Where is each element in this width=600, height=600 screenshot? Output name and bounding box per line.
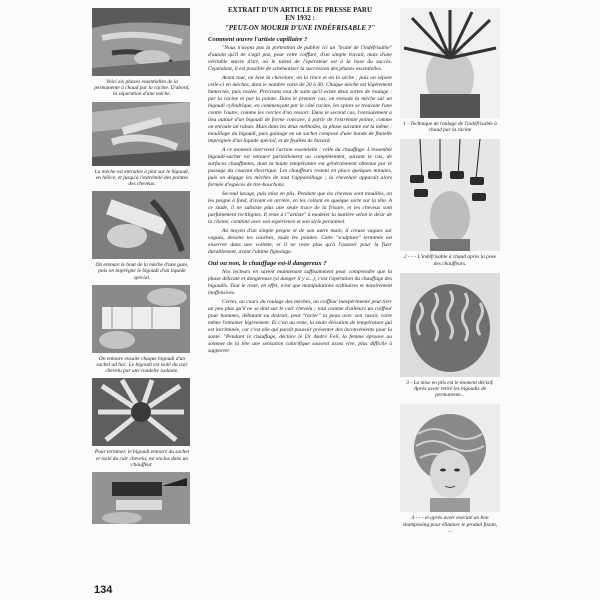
paragraph: A ce moment intervient l'action essentielle : celle du chauffage. L'ensemble bigoudi-sachet est entouré partiellement ou complètement, suivant le cas, de surfaces chauffantes, dont la haute température est généralement obtenue par le passage du courant électrique. Les chauffeurs restent en place quelques minutes, puis on dégage les mèches de tout l'appareillage ; la chevelure apparaît alors formée d'espèces de tire-bouchons.: [208, 146, 392, 188]
right-caption-2: 2 - - - L'indéfrisable à chaud après la pose des chauffeurs.: [403, 254, 497, 267]
left-caption-5: Pour terminer, le bigoudi entouré du sachet et isolé du cuir chevelu, est enclos dans un chauffeur.: [94, 449, 190, 468]
paragraph: Au moyen d'un simple peigne et de son autre main, il creuse vagues sur vagues, dessine les courbes, roule les pointes. Cette "sculpture" terminée est enserrée dans une voilette, et il ne reste plus qu'à l'asseoir pour la fixer durablement, avant l'ultime fignolage.: [208, 227, 392, 255]
photo-heaters-applied: [400, 139, 500, 251]
photo-winding-curler: [92, 102, 190, 166]
section-heading-1: Comment œuvre l'artiste capillaire ?: [208, 35, 308, 43]
left-caption-4: On entoure ensuite chaque bigoudi d'un sachet ad hoc. Le bigoudi est isolé du cuir chevelu par une rondelle isolante.: [96, 355, 188, 375]
article-body: [208, 6, 392, 357]
page-number: 134: [94, 584, 113, 596]
right-photo-column: [400, 8, 500, 534]
right-caption-1: 1 - Technique de roulage de l'indéfrisable à chaud par la racine: [403, 121, 497, 134]
left-photo-column: [92, 8, 192, 524]
paragraph: Certes, au cours du roulage des mèches, un coiffeur inexpérimenté peut tirer un peu plus qu'il ne se doit sur le cuir chevelu ; tout comme d'ailleurs un coiffeur pour hommes, débutant ou distrait, peut "racler" la peau avec son rasoir, voire même l'entamer légèrement. Et c'est au reste, la seule élévation de température qui est incriminée, car c'est elle qui paraît pouvoir présenter des inconvénients pour la santé. "Pendant le chauffage, déclare le Dr André Feil, la femme éprouve au sommet de la tête une sensation calorifique souvent assez vive, plus difficile à supporter: [208, 298, 392, 354]
right-caption-3: 3 - La mise en plis est le moment décisif. Après avoir retiré les bigoudis de permanente...: [406, 379, 494, 399]
paragraph: Avant tout, on lave la chevelure, on la rince et on la sèche ; puis on sépare celle-ci en mèches, dont le nombre varie de 20 à 60. Chaque mèche est légèrement humectée, puis roulée. Précisons tout de suite qu'il existe deux sortes de roulage : par la racine et par la pointe. Dans le premier cas, on enroule la mèche sur un bigoudi cylindrique, en commençant par le côté racine, les spires se trouvant l'une contre l'autre, comme les cercles d'un ressort. Dans le second cas, l'enroulement a lieu autour d'un bigoudi de forme concave, à partir de l'extrémité pointe, comme on enroule un ruban. Mais dans les deux méthodes, la phase suivante est la même : mouillage du bigoudi, puis gainage en un sachet composé d'une bande de flanelle imprégnée d'un liquide spécial, et de feuilles de buvard.: [208, 74, 392, 144]
paragraph: Second lavage, puis mise en plis. Pendant que les cheveux sont mouillés, on les peigne à fond, d'avant en arrière, en les collant en quelque sorte sur la tête. A ce stade, il ne subsiste plus une seule trace de la frisure, et les cheveux sont parfaitement rectilignes. Il reste à l'"artiste" à modeler la matière selon le désir de la cliente, combiné avec son expérience et son style personnel.: [208, 190, 392, 225]
left-caption-1: Voici six phases essentielles de la permanente à chaud par la racine. D'abord, la séparation d'une mèche.: [94, 79, 190, 98]
photo-gauze-wrap: [92, 191, 190, 259]
photo-separating-strand: [92, 8, 190, 76]
paragraph: Nos lecteurs en savent maintenant suffisamment pour comprendre que la phase délicate et dangereuse (si danger il y a...), c'est l'opération du chauffage des bigoudis. Tout le reste, en effet, n'est que manipulations ordinaires et notoirement inoffensives.: [208, 268, 392, 296]
photo-curlers-head: [92, 378, 190, 446]
paragraph: "Nous n'avons pas la prétention de publier ici un "traité de l'indéfrisable" d'autant qu'il ne s'agit pas, pour cette coiffure, d'un simple travail, mais d'une véritable œuvre d'art, où le talent de l'opérateur est à la base du succès. Cependant, il est possible de schématiser la succession des phases essentielles.: [208, 44, 392, 72]
photo-rolling-technique: [400, 8, 500, 118]
photo-sachet: [92, 285, 190, 353]
photo-heater-clamp: [92, 472, 190, 524]
right-caption-4: 4 - - - et après avoir exécuté un bon shampooing pour éliminer le produit fixant, ...: [402, 515, 498, 534]
left-caption-2: La mèche est enroulée à plat sur le bigoudi, en hélice, et jusqu'à l'extrémité des pointes des cheveux.: [94, 168, 190, 188]
photo-setting-curls: [400, 273, 500, 377]
article-title-line-2: EN 1932 :: [285, 14, 315, 23]
photo-final-waves: [400, 404, 500, 512]
article-title-line-1: EXTRAIT D'UN ARTICLE DE PRESSE PARU: [228, 6, 372, 14]
section-heading-2: Oui ou non, le chauffage est-il dangereux ?: [208, 259, 327, 267]
article-subtitle: "PEUT-ON MOURIR D'UNE INDÉFRISABLE ?": [224, 23, 376, 32]
left-caption-3: On entoure le bout de la mèche d'une gaze, puis on imprègne le bigoudi d'un liquide spécial.: [95, 262, 189, 281]
